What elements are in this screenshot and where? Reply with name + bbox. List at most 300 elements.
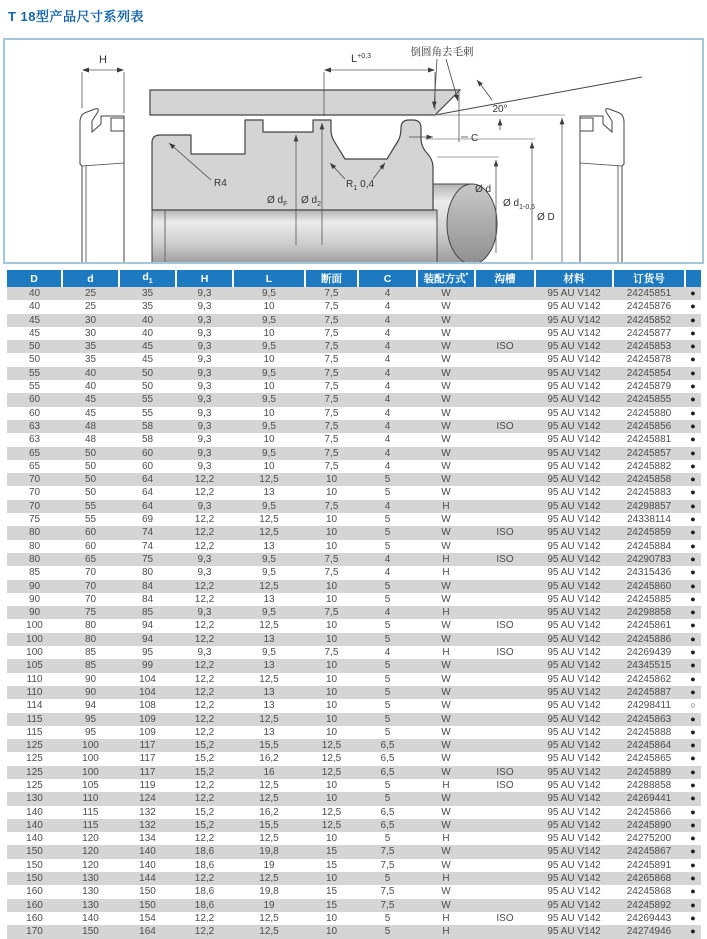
- cell-D: 100: [26, 633, 43, 645]
- cell-groove: [475, 407, 535, 420]
- cell-d1: 55: [141, 394, 154, 406]
- cell-H: 9,3: [197, 460, 212, 472]
- cell-order_no: 24269441: [626, 793, 672, 805]
- dim-label-l: $L^{+0,3}$: [351, 53, 371, 65]
- cell-d: 110: [82, 793, 99, 805]
- cell-groove: ISO: [496, 647, 514, 659]
- cell-D: 150: [26, 873, 43, 885]
- cell-H: 9,3: [197, 314, 212, 326]
- cell-C: 4: [384, 647, 391, 659]
- cell-section: 7,5: [324, 500, 339, 512]
- cell-H: 9,3: [197, 500, 212, 512]
- cell-order_no: 24245890: [626, 819, 672, 831]
- cell-order_no: 24275200: [626, 833, 672, 845]
- cell-C: 4: [384, 607, 391, 619]
- cell-D: 45: [28, 327, 41, 339]
- cell-order_no: 24245859: [626, 527, 672, 539]
- availability-dot: ●: [690, 647, 696, 658]
- cell-L: 10: [263, 407, 275, 419]
- cell-groove: ISO: [496, 341, 514, 353]
- cell-L: 12,5: [259, 779, 279, 791]
- cell-C: 5: [384, 580, 391, 592]
- cell-d1: 85: [141, 607, 154, 619]
- cell-L: 19,8: [259, 846, 279, 858]
- availability-dot: ●: [690, 620, 696, 631]
- cell-D: 90: [28, 607, 41, 619]
- cell-material: 95 AU V142: [547, 500, 601, 512]
- cell-groove: [475, 314, 535, 327]
- cell-material: 95 AU V142: [547, 474, 601, 486]
- cell-mounting: W: [441, 793, 451, 805]
- cell-d1: 117: [139, 740, 156, 752]
- cell-D: 114: [26, 700, 43, 712]
- cell-mounting: W: [441, 341, 451, 353]
- cell-groove: [475, 699, 535, 712]
- cell-d: 115: [82, 819, 99, 831]
- cell-material: 95 AU V142: [547, 740, 601, 752]
- cell-order_no: 24245854: [626, 367, 672, 379]
- cell-material: 95 AU V142: [547, 806, 601, 818]
- table-row: [7, 872, 701, 885]
- table-row: [7, 792, 701, 805]
- cell-mounting: W: [441, 447, 451, 459]
- availability-dot: ●: [690, 301, 696, 312]
- cell-D: 125: [26, 753, 43, 765]
- cell-mounting: W: [441, 367, 451, 379]
- cell-mounting: W: [441, 474, 451, 486]
- cell-d1: 35: [141, 288, 154, 299]
- availability-dot: ●: [690, 407, 696, 418]
- cell-groove: [475, 633, 535, 646]
- cell-L: 12,5: [259, 673, 279, 685]
- cell-L: 13: [263, 487, 275, 499]
- cell-C: 5: [384, 633, 391, 645]
- cell-L: 9,5: [262, 420, 276, 432]
- cell-groove: ISO: [496, 420, 514, 432]
- availability-dot: ●: [690, 886, 696, 897]
- cell-order_no: 24245857: [626, 447, 672, 459]
- table-row: [7, 473, 701, 486]
- cell-d: 95: [84, 713, 97, 725]
- cell-C: 4: [384, 567, 391, 579]
- cell-d1: 50: [141, 381, 154, 393]
- cell-order_no: 24274946: [626, 926, 672, 938]
- availability-dot: ●: [690, 686, 696, 697]
- cell-section: 10: [325, 580, 338, 592]
- cell-d: 70: [84, 567, 97, 579]
- dia-d1-label: Ø $d_{1-0,5}$: [503, 198, 536, 211]
- cell-mounting: W: [441, 487, 451, 499]
- cell-order_no: 24245884: [626, 540, 672, 552]
- availability-dot: ●: [690, 846, 696, 857]
- cell-section: 15: [325, 859, 338, 871]
- cell-groove: [475, 792, 535, 805]
- table-row: [7, 912, 701, 925]
- cell-C: 5: [384, 873, 391, 885]
- cell-D: 105: [26, 660, 43, 672]
- cell-D: 140: [26, 819, 43, 831]
- cell-d1: 140: [139, 859, 156, 871]
- cell-D: 65: [28, 460, 41, 472]
- cell-L: 9,5: [262, 567, 276, 579]
- cell-D: 80: [28, 540, 41, 552]
- availability-dot: ●: [690, 633, 696, 644]
- cell-L: 12,5: [259, 474, 279, 486]
- cell-D: 60: [28, 394, 41, 406]
- cell-section: 15: [325, 899, 338, 911]
- table-row: [7, 486, 701, 499]
- cell-groove: [475, 513, 535, 526]
- cell-section: 7,5: [324, 420, 339, 432]
- cell-L: 10: [263, 301, 275, 313]
- dim-label-h: H: [99, 54, 107, 66]
- cell-groove: [475, 353, 535, 366]
- cell-d1: 58: [141, 434, 154, 446]
- column-header-d: d: [62, 270, 119, 287]
- cell-D: 40: [28, 301, 41, 313]
- cell-section: 7,5: [324, 434, 339, 446]
- availability-dot: ●: [690, 753, 696, 764]
- page-title: T 18型产品尺寸系列表: [8, 9, 145, 24]
- cell-H: 12,2: [194, 873, 215, 885]
- availability-dot: ●: [690, 859, 696, 870]
- cell-d1: 164: [139, 926, 156, 938]
- cell-material: 95 AU V142: [547, 447, 601, 459]
- cell-C: 4: [384, 420, 391, 432]
- cell-mounting: W: [441, 580, 451, 592]
- cell-groove: [475, 885, 535, 898]
- cell-section: 10: [325, 474, 338, 486]
- availability-dot: ●: [690, 833, 696, 844]
- cell-H: 12,2: [194, 673, 215, 685]
- cell-C: 5: [384, 726, 391, 738]
- cell-C: 6,5: [380, 806, 395, 818]
- availability-dot: ●: [690, 793, 696, 804]
- cell-d: 55: [84, 514, 97, 526]
- cell-d1: 117: [139, 766, 156, 778]
- cell-L: 13: [263, 686, 275, 698]
- cell-section: 10: [325, 726, 338, 738]
- cell-H: 12,2: [194, 514, 215, 526]
- cell-d: 55: [84, 500, 97, 512]
- cell-material: 95 AU V142: [547, 288, 601, 299]
- cell-order_no: 24245892: [626, 899, 672, 911]
- cell-L: 9,5: [262, 367, 276, 379]
- cell-d: 45: [84, 407, 97, 419]
- cell-L: 12,5: [259, 793, 279, 805]
- cell-mounting: W: [441, 806, 451, 818]
- cell-material: 95 AU V142: [547, 460, 601, 472]
- cell-order_no: 24245851: [626, 288, 672, 299]
- table-row: [7, 779, 701, 792]
- column-header-L: L: [233, 270, 305, 287]
- cell-C: 5: [384, 793, 391, 805]
- cell-C: 5: [384, 540, 391, 552]
- cell-H: 9,3: [197, 607, 212, 619]
- cell-mounting: W: [441, 593, 451, 605]
- cell-material: 95 AU V142: [547, 633, 601, 645]
- dia-df-label: Ø $d_F$: [267, 195, 288, 208]
- cell-d1: 94: [141, 633, 154, 645]
- cell-section: 10: [325, 926, 338, 938]
- cell-material: 95 AU V142: [547, 327, 601, 339]
- cell-H: 9,3: [197, 447, 212, 459]
- cell-D: 80: [28, 553, 41, 565]
- cell-H: 9,3: [197, 301, 212, 313]
- cell-C: 5: [384, 673, 391, 685]
- cell-material: 95 AU V142: [547, 567, 601, 579]
- table-row: [7, 593, 701, 606]
- availability-dot: ○: [690, 700, 696, 711]
- cell-L: 10: [263, 327, 275, 339]
- availability-dot: ●: [690, 926, 696, 937]
- cell-D: 45: [28, 314, 41, 326]
- cell-d1: 55: [141, 407, 154, 419]
- cell-material: 95 AU V142: [547, 420, 601, 432]
- cell-mounting: H: [442, 647, 450, 659]
- cell-material: 95 AU V142: [547, 394, 601, 406]
- cell-d: 120: [82, 833, 99, 845]
- cell-groove: [475, 433, 535, 446]
- cell-d: 60: [84, 540, 97, 552]
- cell-material: 95 AU V142: [547, 686, 601, 698]
- cell-section: 7,5: [324, 367, 339, 379]
- cell-section: 15: [325, 886, 338, 898]
- cell-L: 9,5: [262, 647, 276, 659]
- cell-D: 55: [28, 367, 41, 379]
- cell-L: 9,5: [262, 394, 276, 406]
- cell-C: 4: [384, 407, 391, 419]
- cell-material: 95 AU V142: [547, 753, 601, 765]
- cell-groove: [475, 287, 535, 300]
- cell-C: 5: [384, 660, 391, 672]
- availability-dot: ●: [690, 873, 696, 884]
- cell-H: 12,2: [194, 487, 215, 499]
- cell-d: 140: [82, 912, 99, 924]
- cell-mounting: H: [442, 500, 450, 512]
- cell-L: 12,5: [259, 873, 279, 885]
- table-row: [7, 327, 701, 340]
- cell-order_no: 24245891: [626, 859, 672, 871]
- availability-dot: ●: [690, 713, 696, 724]
- cell-L: 13: [263, 593, 275, 605]
- cell-L: 9,5: [262, 341, 276, 353]
- table-row: [7, 619, 701, 632]
- cell-H: 9,3: [197, 434, 212, 446]
- cell-mounting: W: [441, 899, 451, 911]
- table-row: [7, 859, 701, 872]
- cell-material: 95 AU V142: [547, 407, 601, 419]
- cell-D: 160: [26, 886, 43, 898]
- cell-L: 19: [263, 899, 275, 911]
- cell-C: 5: [384, 833, 391, 845]
- cell-C: 7,5: [380, 846, 395, 858]
- cell-d: 115: [82, 806, 99, 818]
- radius-r1-label: $R_1$ 0,4: [346, 179, 375, 192]
- cell-D: 115: [26, 726, 43, 738]
- cell-material: 95 AU V142: [547, 700, 601, 712]
- cell-d1: 40: [141, 314, 154, 326]
- cell-d1: 50: [141, 367, 154, 379]
- table-row: [7, 752, 701, 765]
- cell-section: 7,5: [324, 301, 339, 313]
- column-header-C: C: [358, 270, 417, 287]
- cell-d1: 80: [141, 567, 154, 579]
- cell-L: 12,5: [259, 912, 279, 924]
- cell-d1: 64: [141, 474, 154, 486]
- cell-C: 4: [384, 354, 391, 366]
- column-header-order_no: 订货号: [613, 270, 685, 287]
- deburr-note-label: 倒圆角去毛刺: [410, 46, 474, 58]
- cell-mounting: W: [441, 713, 451, 725]
- availability-dot: ●: [690, 673, 696, 684]
- cell-material: 95 AU V142: [547, 487, 601, 499]
- cell-material: 95 AU V142: [547, 620, 601, 632]
- availability-dot: ●: [690, 819, 696, 830]
- cell-material: 95 AU V142: [547, 354, 601, 366]
- cell-material: 95 AU V142: [547, 819, 601, 831]
- cell-mounting: W: [441, 886, 451, 898]
- cell-material: 95 AU V142: [547, 314, 601, 326]
- cell-d: 35: [84, 341, 97, 353]
- cell-C: 7,5: [380, 859, 395, 871]
- cell-groove: [475, 473, 535, 486]
- cell-H: 12,2: [194, 686, 215, 698]
- cell-H: 15,2: [194, 766, 215, 778]
- cell-C: 6,5: [380, 753, 395, 765]
- dia-d2-label: Ø $d_2$: [301, 195, 322, 208]
- cell-d: 65: [84, 553, 97, 565]
- table-row: [7, 553, 701, 566]
- cell-material: 95 AU V142: [547, 514, 601, 526]
- cell-d: 150: [82, 926, 99, 938]
- cell-H: 12,2: [194, 713, 215, 725]
- cell-groove: [475, 872, 535, 885]
- availability-dot: ●: [690, 434, 696, 445]
- cell-section: 7,5: [324, 394, 339, 406]
- cell-order_no: 24245876: [626, 301, 672, 313]
- cell-H: 15,2: [194, 753, 215, 765]
- cell-D: 50: [28, 354, 41, 366]
- cell-section: 10: [325, 487, 338, 499]
- table-row: [7, 513, 701, 526]
- dia-d-label: Ø d: [475, 184, 492, 195]
- cell-order_no: 24245867: [626, 846, 672, 858]
- cell-section: 10: [325, 700, 338, 712]
- availability-dot: ●: [690, 420, 696, 431]
- cell-d1: 104: [139, 686, 156, 698]
- cell-material: 95 AU V142: [547, 713, 601, 725]
- cell-H: 12,2: [194, 474, 215, 486]
- cell-order_no: 24245886: [626, 633, 672, 645]
- cell-C: 5: [384, 779, 391, 791]
- table-row: [7, 819, 701, 832]
- table-row: [7, 433, 701, 446]
- cell-groove: ISO: [496, 912, 514, 924]
- cell-C: 4: [384, 447, 391, 459]
- column-header-D: D: [7, 270, 62, 287]
- cell-section: 10: [325, 713, 338, 725]
- cell-order_no: 24245866: [626, 806, 672, 818]
- table-row: [7, 393, 701, 406]
- cell-d1: 109: [139, 726, 156, 738]
- cell-section: 10: [325, 833, 338, 845]
- cell-mounting: W: [441, 354, 451, 366]
- cell-C: 5: [384, 713, 391, 725]
- cell-order_no: 24245852: [626, 314, 672, 326]
- cell-d1: 45: [141, 354, 154, 366]
- cell-order_no: 24265868: [626, 873, 672, 885]
- availability-dot: ●: [690, 899, 696, 910]
- cell-groove: ISO: [496, 779, 514, 791]
- column-header-availability: [685, 270, 701, 287]
- cell-order_no: 24245855: [626, 394, 672, 406]
- cell-d: 94: [84, 700, 97, 712]
- cell-groove: ISO: [496, 620, 514, 632]
- cell-groove: [475, 726, 535, 739]
- cell-D: 150: [26, 859, 43, 871]
- cell-section: 7,5: [324, 314, 339, 326]
- cell-D: 65: [28, 447, 41, 459]
- cell-L: 13: [263, 700, 275, 712]
- cell-L: 13: [263, 633, 275, 645]
- cell-H: 12,2: [194, 580, 215, 592]
- cell-section: 10: [325, 779, 338, 791]
- cell-section: 12,5: [321, 753, 342, 765]
- cell-order_no: 24245879: [626, 381, 672, 393]
- cell-section: 10: [325, 686, 338, 698]
- dimension-table-wrap: [7, 270, 701, 939]
- cell-H: 9,3: [197, 420, 212, 432]
- cell-D: 70: [28, 500, 41, 512]
- cell-d1: 119: [139, 779, 156, 791]
- cell-order_no: 24269443: [626, 912, 672, 924]
- table-row: [7, 580, 701, 593]
- cell-material: 95 AU V142: [547, 912, 601, 924]
- cell-d1: 140: [139, 846, 156, 858]
- cell-d: 130: [82, 886, 99, 898]
- cell-d1: 69: [141, 514, 154, 526]
- cell-order_no: 24245853: [626, 341, 672, 353]
- table-row: [7, 460, 701, 473]
- cell-material: 95 AU V142: [547, 580, 601, 592]
- table-row: [7, 566, 701, 579]
- dim-label-c: C: [471, 133, 479, 144]
- cell-material: 95 AU V142: [547, 607, 601, 619]
- table-row: [7, 367, 701, 380]
- cell-D: 170: [26, 926, 43, 938]
- seal-cross-section-diagram: [5, 40, 702, 262]
- cell-d: 120: [82, 846, 99, 858]
- cell-C: 4: [384, 434, 391, 446]
- cell-groove: [475, 819, 535, 832]
- cell-L: 12,5: [259, 620, 279, 632]
- cell-mounting: W: [441, 288, 451, 299]
- cell-D: 110: [26, 673, 43, 685]
- table-row: [7, 420, 701, 433]
- cell-L: 12,5: [259, 833, 279, 845]
- cell-L: 16: [263, 766, 275, 778]
- product-table: [7, 270, 701, 939]
- cell-D: 90: [28, 580, 41, 592]
- cell-D: 160: [26, 912, 43, 924]
- cell-material: 95 AU V142: [547, 926, 601, 938]
- column-header-d1: $d_1$: [119, 270, 176, 287]
- table-row: [7, 540, 701, 553]
- cell-d: 45: [84, 394, 97, 406]
- cell-D: 75: [28, 514, 41, 526]
- cell-groove: [475, 327, 535, 340]
